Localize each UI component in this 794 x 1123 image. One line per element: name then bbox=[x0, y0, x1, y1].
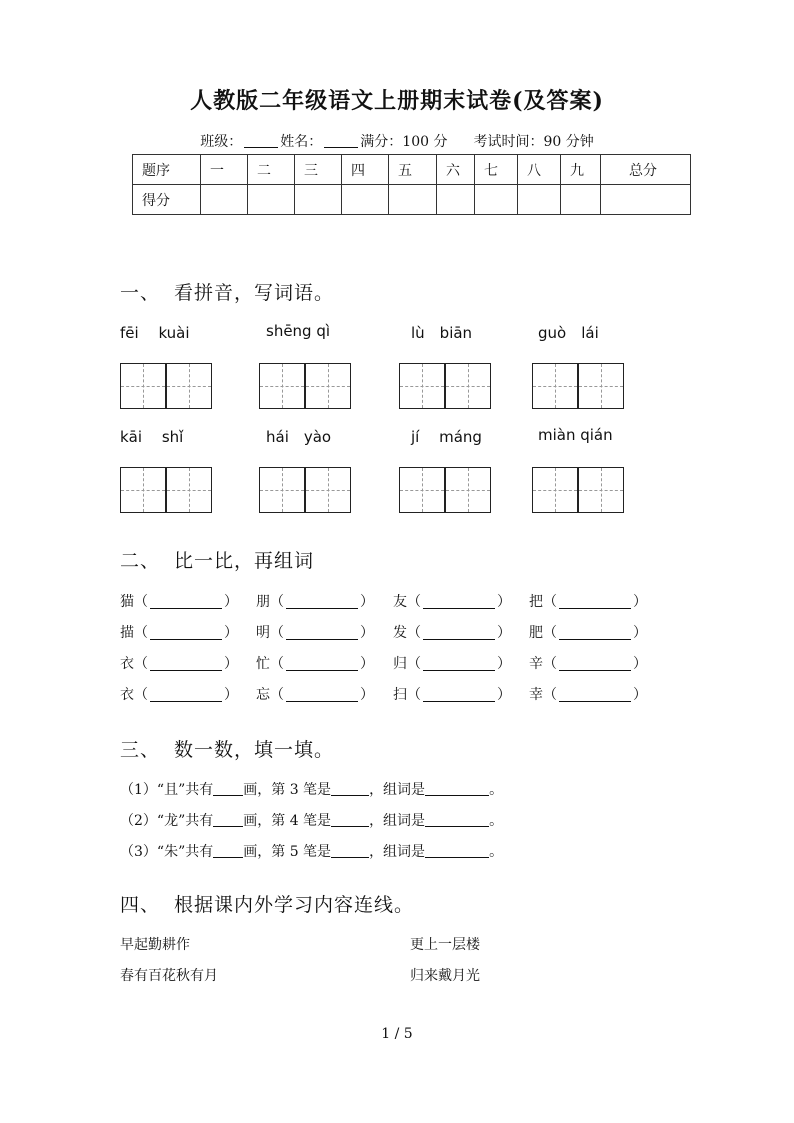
word-answer-blank[interactable] bbox=[423, 688, 495, 702]
table-cell: 八 bbox=[518, 155, 561, 185]
compare-word-item bbox=[393, 653, 511, 673]
compare-char: 扫 bbox=[393, 687, 407, 703]
item-text: 画，第 3 笔是 bbox=[243, 782, 332, 798]
fill-item bbox=[120, 810, 503, 830]
answer-blank[interactable] bbox=[331, 814, 369, 827]
writing-grid[interactable] bbox=[532, 363, 624, 409]
compare-word-item bbox=[529, 684, 647, 704]
open-paren: （ bbox=[134, 687, 148, 703]
close-paren: ） bbox=[360, 656, 374, 672]
word-answer-blank[interactable] bbox=[559, 688, 631, 702]
pinyin: guò lái bbox=[538, 324, 599, 342]
item-index: （2） bbox=[120, 813, 157, 829]
item-text: ，组词是 bbox=[369, 844, 426, 860]
compare-word-item bbox=[120, 684, 238, 704]
writing-grid[interactable] bbox=[532, 467, 624, 513]
score-cell[interactable] bbox=[201, 185, 248, 215]
compare-word-item bbox=[120, 653, 238, 673]
table-cell: 二 bbox=[248, 155, 295, 185]
close-paren: ） bbox=[497, 625, 511, 641]
item-text: ，组词是 bbox=[369, 782, 426, 798]
close-paren: ） bbox=[224, 625, 238, 641]
close-paren: ） bbox=[497, 656, 511, 672]
table-cell: 七 bbox=[475, 155, 518, 185]
compare-char: 衣 bbox=[120, 687, 134, 703]
writing-grid[interactable] bbox=[120, 363, 212, 409]
section-title: 根据课内外学习内容连线。 bbox=[174, 894, 415, 916]
score-cell[interactable] bbox=[518, 185, 561, 215]
open-paren: （ bbox=[270, 687, 284, 703]
fill-item bbox=[120, 841, 503, 861]
item-text: 。 bbox=[489, 813, 504, 829]
word-answer-blank[interactable] bbox=[423, 626, 495, 640]
score-table bbox=[132, 154, 691, 215]
close-paren: ） bbox=[360, 687, 374, 703]
compare-word-item bbox=[529, 653, 647, 673]
exam-meta bbox=[0, 131, 794, 151]
table-cell: 一 bbox=[201, 155, 248, 185]
open-paren: （ bbox=[134, 656, 148, 672]
close-paren: ） bbox=[360, 594, 374, 610]
pinyin: miàn qián bbox=[538, 426, 613, 444]
section-title: 比一比，再组词 bbox=[174, 550, 315, 572]
compare-word-item bbox=[256, 684, 374, 704]
compare-word-item bbox=[256, 653, 374, 673]
compare-char: 归 bbox=[393, 656, 407, 672]
section-3-heading bbox=[120, 735, 334, 762]
item-text: “龙”共有 bbox=[156, 813, 214, 829]
score-cell[interactable] bbox=[561, 185, 601, 215]
open-paren: （ bbox=[407, 687, 421, 703]
match-right-item[interactable]: 归来戴月光 bbox=[410, 968, 480, 984]
open-paren: （ bbox=[543, 594, 557, 610]
table-cell: 得分 bbox=[133, 185, 201, 215]
close-paren: ） bbox=[633, 625, 647, 641]
page-title: 人教版二年级语文上册期末试卷(及答案) bbox=[190, 88, 604, 114]
word-answer-blank[interactable] bbox=[150, 626, 222, 640]
compare-char: 描 bbox=[120, 625, 134, 641]
score-cell[interactable] bbox=[295, 185, 342, 215]
open-paren: （ bbox=[270, 625, 284, 641]
full-score: 满分：100 分 bbox=[360, 134, 448, 150]
class-blank[interactable] bbox=[244, 135, 278, 148]
answer-blank[interactable] bbox=[425, 783, 489, 796]
compare-word-item bbox=[393, 591, 511, 611]
section-number: 三、 bbox=[120, 739, 161, 761]
compare-word-item bbox=[529, 622, 647, 642]
answer-blank[interactable] bbox=[213, 814, 243, 827]
open-paren: （ bbox=[407, 594, 421, 610]
item-text: 。 bbox=[489, 782, 504, 798]
table-cell: 四 bbox=[342, 155, 389, 185]
score-cell[interactable] bbox=[475, 185, 518, 215]
compare-char: 忘 bbox=[256, 687, 270, 703]
writing-grid[interactable] bbox=[120, 467, 212, 513]
compare-char: 辛 bbox=[529, 656, 543, 672]
compare-char: 忙 bbox=[256, 656, 270, 672]
score-table-header-row bbox=[133, 155, 691, 185]
word-answer-blank[interactable] bbox=[423, 657, 495, 671]
open-paren: （ bbox=[407, 625, 421, 641]
table-cell: 三 bbox=[295, 155, 342, 185]
compare-word-item bbox=[529, 591, 647, 611]
pinyin: shēng qì bbox=[266, 322, 331, 340]
section-2-heading bbox=[120, 546, 314, 573]
name-blank[interactable] bbox=[324, 135, 358, 148]
compare-word-item bbox=[256, 591, 374, 611]
section-number: 四、 bbox=[120, 894, 161, 916]
compare-char: 发 bbox=[393, 625, 407, 641]
word-answer-blank[interactable] bbox=[286, 595, 358, 609]
compare-char: 幸 bbox=[529, 687, 543, 703]
pinyin: kāi shǐ bbox=[120, 428, 184, 446]
item-index: （1） bbox=[120, 782, 157, 798]
close-paren: ） bbox=[224, 594, 238, 610]
compare-word-item bbox=[120, 591, 238, 611]
item-text: 。 bbox=[489, 844, 504, 860]
item-index: （3） bbox=[120, 844, 157, 860]
writing-grid[interactable] bbox=[399, 467, 491, 513]
close-paren: ） bbox=[497, 687, 511, 703]
table-cell: 总分 bbox=[601, 155, 691, 185]
compare-char: 衣 bbox=[120, 656, 134, 672]
pinyin: jí máng bbox=[411, 428, 482, 446]
section-4-heading bbox=[120, 890, 414, 917]
section-1-heading bbox=[120, 278, 334, 305]
writing-grid[interactable] bbox=[259, 363, 351, 409]
score-cell[interactable] bbox=[342, 185, 389, 215]
compare-word-item bbox=[256, 622, 374, 642]
pinyin: hái yào bbox=[266, 428, 332, 446]
answer-blank[interactable] bbox=[331, 845, 369, 858]
fill-item bbox=[120, 779, 503, 799]
word-answer-blank[interactable] bbox=[286, 657, 358, 671]
open-paren: （ bbox=[134, 594, 148, 610]
section-number: 一、 bbox=[120, 282, 161, 304]
word-answer-blank[interactable] bbox=[150, 595, 222, 609]
word-answer-blank[interactable] bbox=[559, 626, 631, 640]
open-paren: （ bbox=[407, 656, 421, 672]
compare-char: 把 bbox=[529, 594, 543, 610]
compare-char: 友 bbox=[393, 594, 407, 610]
word-answer-blank[interactable] bbox=[150, 657, 222, 671]
section-number: 二、 bbox=[120, 550, 161, 572]
compare-char: 明 bbox=[256, 625, 270, 641]
score-cell[interactable] bbox=[437, 185, 475, 215]
score-cell[interactable] bbox=[389, 185, 437, 215]
word-answer-blank[interactable] bbox=[559, 595, 631, 609]
table-cell: 五 bbox=[389, 155, 437, 185]
answer-blank[interactable] bbox=[425, 845, 489, 858]
pinyin: lù biān bbox=[411, 324, 473, 342]
compare-word-item bbox=[393, 622, 511, 642]
section-title: 数一数，填一填。 bbox=[174, 739, 335, 761]
table-cell: 题序 bbox=[133, 155, 201, 185]
answer-blank[interactable] bbox=[331, 783, 369, 796]
match-right-item[interactable]: 更上一层楼 bbox=[410, 937, 480, 953]
item-text: 画，第 5 笔是 bbox=[243, 844, 332, 860]
writing-grid[interactable] bbox=[399, 363, 491, 409]
item-text: “且”共有 bbox=[156, 782, 214, 798]
close-paren: ） bbox=[497, 594, 511, 610]
writing-grid[interactable] bbox=[259, 467, 351, 513]
open-paren: （ bbox=[543, 656, 557, 672]
compare-char: 肥 bbox=[529, 625, 543, 641]
match-left-item[interactable]: 早起勤耕作 bbox=[120, 937, 190, 953]
score-cell[interactable] bbox=[601, 185, 691, 215]
word-answer-blank[interactable] bbox=[286, 626, 358, 640]
close-paren: ） bbox=[633, 594, 647, 610]
word-answer-blank[interactable] bbox=[150, 688, 222, 702]
item-text: “朱”共有 bbox=[156, 844, 214, 860]
word-answer-blank[interactable] bbox=[286, 688, 358, 702]
open-paren: （ bbox=[543, 625, 557, 641]
open-paren: （ bbox=[543, 687, 557, 703]
answer-blank[interactable] bbox=[425, 814, 489, 827]
open-paren: （ bbox=[134, 625, 148, 641]
class-label: 班级： bbox=[200, 134, 243, 150]
compare-char: 猫 bbox=[120, 594, 134, 610]
exam-time: 考试时间：90 分钟 bbox=[473, 134, 594, 150]
compare-word-item bbox=[393, 684, 511, 704]
compare-word-item bbox=[120, 622, 238, 642]
table-cell: 九 bbox=[561, 155, 601, 185]
compare-char: 朋 bbox=[256, 594, 270, 610]
answer-blank[interactable] bbox=[213, 783, 243, 796]
close-paren: ） bbox=[633, 656, 647, 672]
close-paren: ） bbox=[224, 656, 238, 672]
open-paren: （ bbox=[270, 594, 284, 610]
open-paren: （ bbox=[270, 656, 284, 672]
table-cell: 六 bbox=[437, 155, 475, 185]
close-paren: ） bbox=[360, 625, 374, 641]
close-paren: ） bbox=[224, 687, 238, 703]
item-text: 画，第 4 笔是 bbox=[243, 813, 332, 829]
word-answer-blank[interactable] bbox=[423, 595, 495, 609]
answer-blank[interactable] bbox=[213, 845, 243, 858]
name-label: 姓名： bbox=[280, 134, 323, 150]
score-cell[interactable] bbox=[248, 185, 295, 215]
page-number: 1 / 5 bbox=[381, 1026, 413, 1042]
score-table-score-row bbox=[133, 185, 691, 215]
close-paren: ） bbox=[633, 687, 647, 703]
section-title: 看拼音，写词语。 bbox=[174, 282, 335, 304]
word-answer-blank[interactable] bbox=[559, 657, 631, 671]
pinyin: fēi kuài bbox=[120, 324, 190, 342]
match-left-item[interactable]: 春有百花秋有月 bbox=[120, 968, 218, 984]
item-text: ，组词是 bbox=[369, 813, 426, 829]
